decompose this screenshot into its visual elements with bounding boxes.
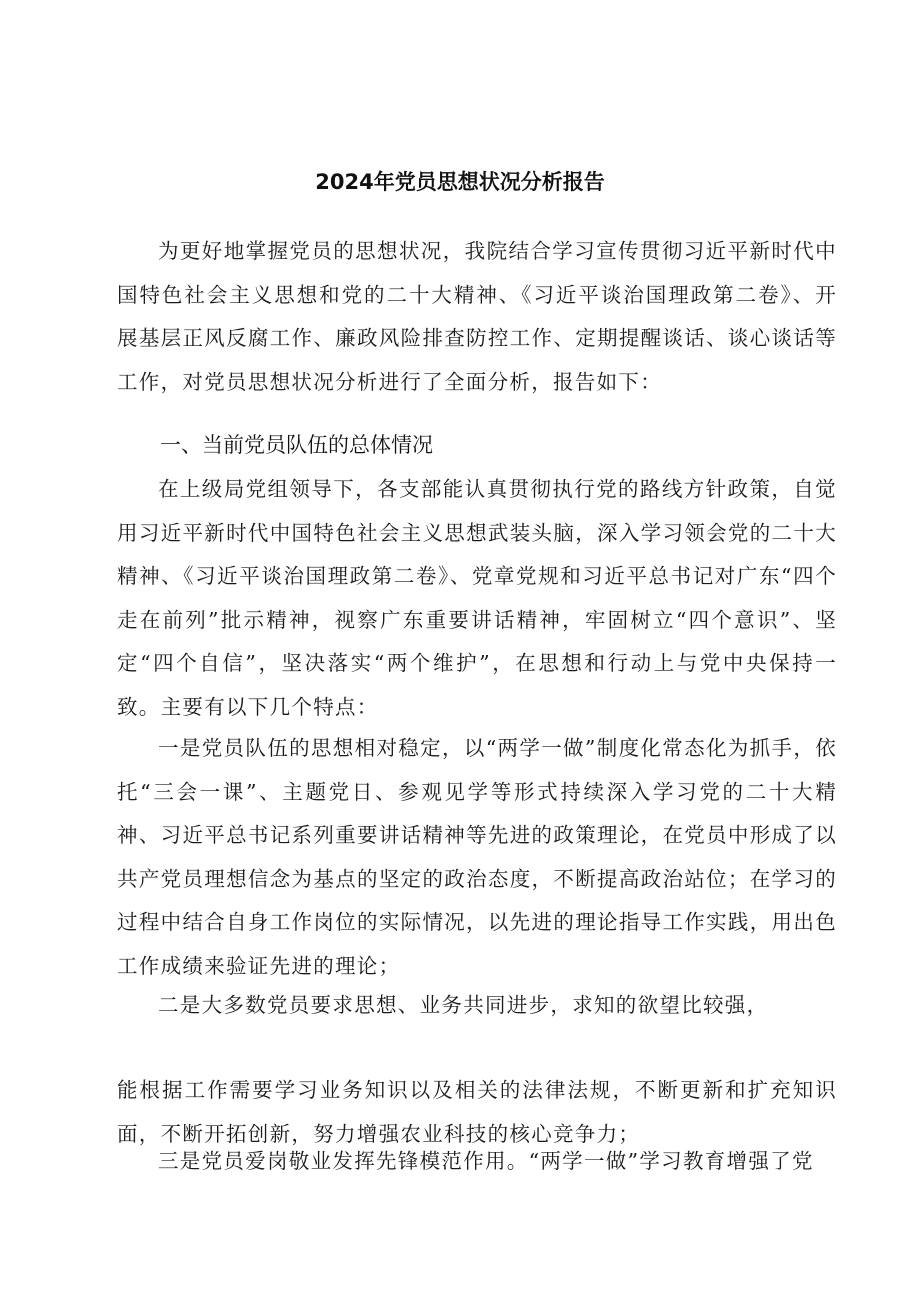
section-heading: 一、当前党员队伍的总体情况 <box>160 433 433 457</box>
point-two-continuation: 能根据工作需要学习业务知识以及相关的法律法规，不断更新和扩充知识面，不断开拓创新，努力增强农业科技的核心竞争力； <box>117 1078 837 1146</box>
point-three-paragraph: 三是党员爱岗敬业发挥先锋模范作用。“两学一做”学习教育增强了党 <box>158 1149 814 1173</box>
overview-paragraph: 在上级局党组领导下，各支部能认真贯彻执行党的路线方针政策，自觉用习近平新时代中国特色社会主义思想武装头脑，深入学习领会党的二十大精神、《习近平谈治国理政第二卷》、党章党规和习近平总书记对广东“四个走在前列”批示精神，视察广东重要讲话精神，牢固树立“四个意识”、坚定“四个自信”，坚决落实“两个维护”，在思想和行动上与党中央保持一致。主要有以下几个特点： <box>117 477 837 719</box>
point-two-paragraph: 二是大多数党员要求思想、业务共同进步，求知的欲望比较强， <box>158 993 769 1017</box>
point-one-paragraph: 一是党员队伍的思想相对稳定，以“两学一做”制度化常态化为抓手，依托“三会一课”、主题党日、参观见学等形式持续深入学习党的二十大精神、习近平总书记系列重要讲话精神等先进的政策理论，在党员中形成了以共产党员理想信念为基点的坚定的政治态度，不断提高政治站位；在学习的过程中结合自身工作岗位的实际情况，以先进的理论指导工作实践，用出色工作成绩来验证先进的理论； <box>117 736 837 978</box>
intro-paragraph: 为更好地掌握党员的思想状况，我院结合学习宣传贯彻习近平新时代中国特色社会主义思想和党的二十大精神、《习近平谈治国理政第二卷》、开展基层正风反腐工作、廉政风险排查防控工作、定期提醒谈话、谈心谈话等工作，对党员思想状况分析进行了全面分析，报告如下： <box>117 239 837 394</box>
document-title: 2024年党员思想状况分析报告 <box>315 170 605 194</box>
